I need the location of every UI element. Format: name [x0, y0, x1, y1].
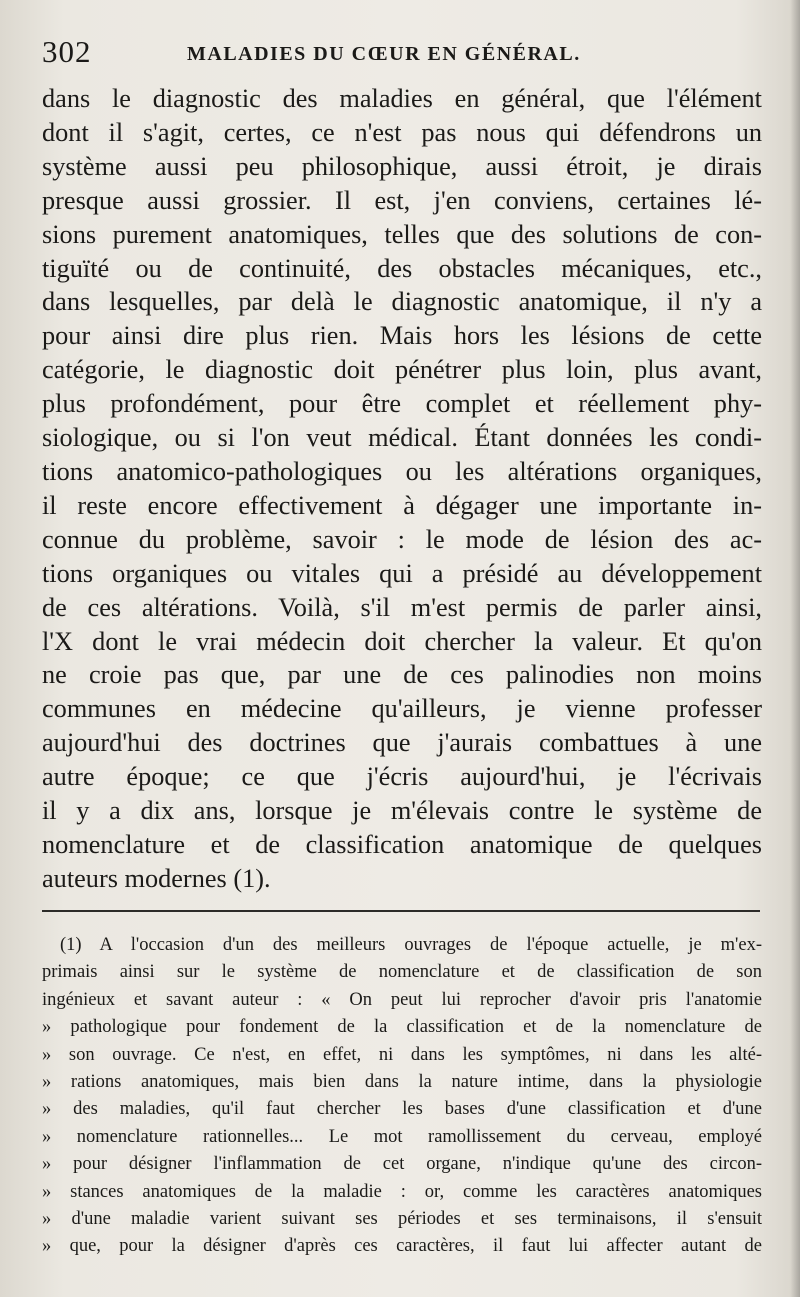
- text-line: dans lesquelles, par delà le diagnostic anatomique, il n'y a: [42, 287, 762, 317]
- footnote-line: » des maladies, qu'il faut chercher les bases d'une classification et d'une: [42, 1099, 762, 1120]
- text-line: catégorie, le diagnostic doit pénétrer plus loin, plus avant,: [42, 355, 762, 385]
- main-text: [42, 82, 762, 896]
- footnote-line: » rations anatomiques, mais bien dans la nature intime, dans la physiologie: [42, 1072, 762, 1093]
- text-line: il y a dix ans, lorsque je m'élevais contre le système de: [42, 796, 762, 826]
- footnote-line: primais ainsi sur le système de nomenclature et de classification de son: [42, 962, 762, 983]
- text-line: nomenclature et de classification anatomique de quelques: [42, 829, 762, 859]
- footnote-line: » son ouvrage. Ce n'est, en effet, ni dans les symptômes, ni dans les alté-: [42, 1044, 762, 1065]
- text-line: siologique, ou si l'on veut médical. Étant données les condi-: [42, 423, 762, 453]
- text-line: connue du problème, savoir : le mode de lésion des ac-: [42, 524, 762, 554]
- footnote-line: » d'une maladie varient suivant ses périodes et ses terminaisons, il s'ensuit: [42, 1209, 762, 1230]
- text-line: auteurs modernes (1).: [42, 863, 271, 893]
- text-line: tiguïté ou de continuité, des obstacles mécaniques, etc.,: [42, 253, 762, 283]
- text-line: pour ainsi dire plus rien. Mais hors les lésions de cette: [42, 321, 762, 351]
- text-line: plus profondément, pour être complet et réellement phy-: [42, 389, 762, 419]
- text-line: dans le diagnostic des maladies en général, que l'élément: [42, 84, 762, 113]
- footnote-divider: [42, 910, 760, 912]
- footnote-line: » pathologique pour fondement de la classification et de la nomenclature de: [42, 1017, 762, 1038]
- page-number: 302: [42, 34, 92, 69]
- text-line: ne croie pas que, par une de ces palinodies non moins: [42, 660, 762, 690]
- text-line: l'X dont le vrai médecin doit chercher la valeur. Et qu'on: [42, 626, 762, 656]
- text-line: tions anatomico-pathologiques ou les altérations organiques,: [42, 456, 762, 486]
- text-line: presque aussi grossier. Il est, j'en conviens, certaines lé-: [42, 185, 762, 215]
- text-line: sions purement anatomiques, telles que des solutions de con-: [42, 219, 762, 249]
- text-line: de ces altérations. Voilà, s'il m'est permis de parler ainsi,: [42, 592, 762, 622]
- running-title: MALADIES DU CŒUR EN GÉNÉRAL.: [187, 43, 581, 65]
- footnote-line: » nomenclature rationnelles... Le mot ramollissement du cerveau, employé: [42, 1126, 762, 1147]
- text-line: communes en médecine qu'ailleurs, je vienne professer: [42, 694, 762, 724]
- page-header: [42, 32, 752, 72]
- footnote: [42, 932, 762, 1261]
- text-line: il reste encore effectivement à dégager une importante in-: [42, 490, 762, 520]
- text-line: tions organiques ou vitales qui a présidé au développement: [42, 558, 762, 588]
- footnote-line: (1) A l'occasion d'un des meilleurs ouvrages de l'époque actuelle, je m'ex-: [60, 935, 762, 955]
- text-line: autre époque; ce que j'écris aujourd'hui, je l'écrivais: [42, 762, 762, 792]
- text-line: système aussi peu philosophique, aussi étroit, je dirais: [42, 151, 762, 181]
- footnote-line: » stances anatomiques de la maladie : or, comme les caractères anatomiques: [42, 1181, 762, 1202]
- footnote-line: ingénieux et savant auteur : « On peut lui reprocher d'avoir pris l'anatomie: [42, 989, 762, 1010]
- footnote-line: » pour désigner l'inflammation de cet organe, n'indique qu'une des circon-: [42, 1154, 762, 1175]
- text-line: aujourd'hui des doctrines que j'aurais combattues à une: [42, 728, 762, 758]
- footnote-line: » que, pour la désigner d'après ces caractères, il faut lui affecter autant de: [42, 1236, 762, 1257]
- text-line: dont il s'agit, certes, ce n'est pas nous qui défendrons un: [42, 117, 762, 147]
